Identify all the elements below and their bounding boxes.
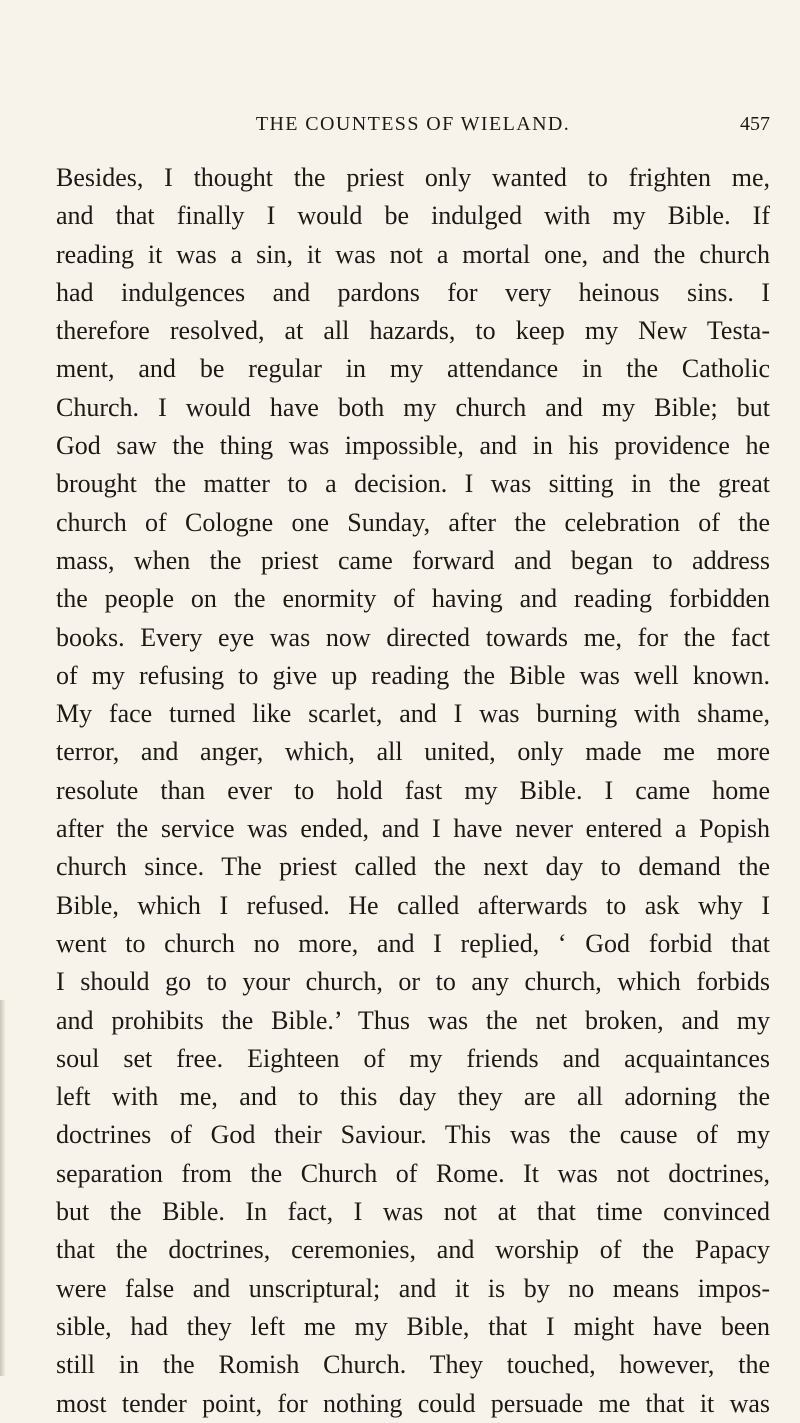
text-line: God saw the thing was impossible, and in his providence he: [56, 431, 770, 461]
text-line: went to church no more, and I replied, ‘ God forbid that: [56, 928, 770, 958]
body-text: [56, 159, 770, 1423]
text-line: and that finally I would be indulged with my Bible. If: [56, 201, 770, 231]
text-line: terror, and anger, which, all united, only made me more: [56, 737, 770, 767]
text-line: soul set free. Eighteen of my friends and acquaintances: [56, 1043, 770, 1073]
running-head: [56, 112, 770, 136]
text-line: of my refusing to give up reading the Bible was well known.: [56, 660, 770, 690]
text-line: reading it was a sin, it was not a mortal one, and the church: [56, 239, 770, 269]
text-line: resolute than ever to hold fast my Bible. I came home: [56, 775, 770, 805]
text-line: Besides, I thought the priest only wanted to frighten me,: [56, 163, 770, 192]
text-line: and prohibits the Bible.’ Thus was the net broken, and my: [56, 1005, 770, 1035]
text-line: left with me, and to this day they are all adorning the: [56, 1082, 770, 1112]
text-line: that the doctrines, ceremonies, and worship of the Papacy: [56, 1235, 770, 1265]
text-line: separation from the Church of Rome. It was not doctrines,: [56, 1158, 770, 1188]
text-line: My face turned like scarlet, and I was burning with shame,: [56, 699, 770, 729]
text-line: I should go to your church, or to any church, which forbids: [56, 967, 770, 997]
text-line: the people on the enormity of having and reading forbidden: [56, 584, 770, 614]
text-line: Bible, which I refused. He called afterwards to ask why I: [56, 890, 770, 920]
text-line: had indulgences and pardons for very heinous sins. I: [56, 277, 770, 307]
text-line: after the service was ended, and I have never entered a Popish: [56, 814, 770, 844]
text-line: doctrines of God their Saviour. This was the cause of my: [56, 1120, 770, 1150]
text-line: were false and unscriptural; and it is by no means impos-: [56, 1273, 770, 1303]
text-line: most tender point, for nothing could persuade me that it was: [56, 1388, 770, 1418]
running-title: THE COUNTESS OF WIELAND.: [255, 113, 571, 135]
text-line: sible, had they left me my Bible, that I might have been: [56, 1311, 770, 1341]
text-line: church since. The priest called the next day to demand the: [56, 852, 770, 882]
text-line: brought the matter to a decision. I was sitting in the great: [56, 469, 770, 499]
text-line: therefore resolved, at all hazards, to keep my New Testa-: [56, 316, 770, 346]
text-line: ment, and be regular in my attendance in the Catholic: [56, 354, 770, 384]
text-line: books. Every eye was now directed towards me, for the fact: [56, 622, 770, 652]
text-line: but the Bible. In fact, I was not at that time convinced: [56, 1197, 770, 1227]
text-line: church of Cologne one Sunday, after the celebration of the: [56, 507, 770, 537]
text-line: mass, when the priest came forward and began to address: [56, 545, 770, 575]
page-number: 457: [740, 113, 770, 135]
text-line: Church. I would have both my church and my Bible; but: [56, 392, 770, 422]
text-line: still in the Romish Church. They touched, however, the: [56, 1350, 770, 1380]
page-edge-shadow: [0, 1000, 6, 1376]
